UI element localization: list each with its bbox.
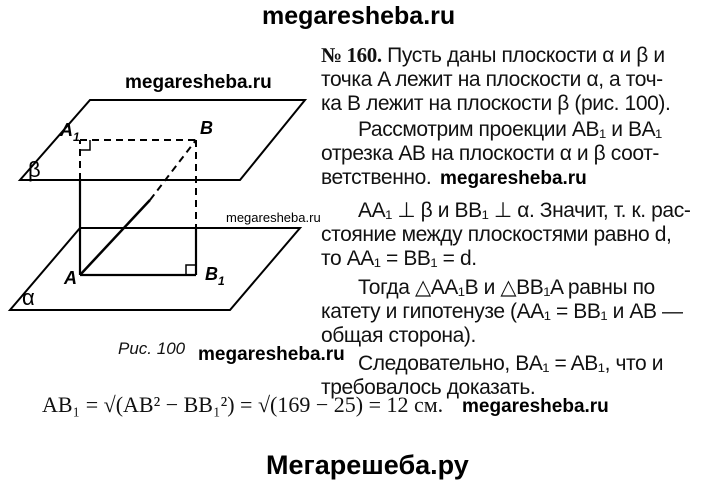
p3-line2: стояние между плоскостями равно d, (321, 223, 672, 246)
formula: AB₁ = √(AB² − BB₁²) = √(169 − 25) = 12 см. (42, 392, 444, 417)
plane-beta (20, 100, 305, 180)
watermark-footer: Мегарешеба.ру (266, 450, 469, 480)
p2-line3: ветственно. (321, 166, 432, 189)
figure-caption: Рис. 100 (118, 339, 186, 358)
watermark-figure: megaresheba.ru (125, 72, 272, 93)
p1-line1: Пусть даны плоскости α и β и (381, 44, 665, 67)
right-angle-B1 (186, 265, 196, 275)
paragraph-2 (321, 142, 659, 190)
p3-line3: то AA₁ = BB₁ = d. (321, 247, 477, 270)
label-A1: $A_1$ (60, 120, 80, 144)
label-A: A (64, 268, 77, 288)
label-alpha: α (22, 285, 35, 310)
watermark-caption: megaresheba.ru (198, 344, 345, 365)
p5-line1: Следовательно, BA₁ = AB₁, что и (358, 352, 664, 375)
p4-line2: катету и гипотенузе (AA₁ = BB₁ и AB — (321, 300, 683, 323)
geometry-figure (0, 0, 320, 340)
p1-line2: точка A лежит на плоскости α, а точ- (321, 68, 663, 91)
p2-line2: отрезка AB на плоскости α и β соот- (321, 142, 660, 165)
label-B1: $B_1$ (205, 264, 225, 288)
watermark-middle: megaresheba.ru (440, 168, 587, 189)
segment-AB-hidden (150, 140, 196, 200)
watermark-bottom: megaresheba.ru (462, 396, 609, 417)
p4-line1: Тогда △AA₁B и △BB₁A равны по (358, 276, 655, 299)
segment-AB (80, 200, 150, 275)
watermark-small: megaresheba.ru (226, 210, 321, 225)
p2-line1: Рассмотрим проекции AB₁ и BA₁ (358, 118, 662, 141)
paragraph-1 (321, 43, 670, 116)
p1-line3: ка B лежит на плоскости β (рис. 100). (321, 92, 671, 115)
problem-number: № 160. (321, 43, 382, 67)
p4-line3: общая сторона). (321, 324, 476, 347)
p3-line1: AA₁ ⊥ β и BB₁ ⊥ α. Значит, т. к. рас- (358, 199, 691, 222)
label-beta: β (28, 157, 41, 182)
plane-alpha (10, 228, 300, 310)
right-angle-A1 (80, 140, 90, 150)
p5-line2: требовалось доказать. (321, 376, 536, 399)
label-B: B (200, 118, 213, 138)
watermark-top: megaresheba.ru (262, 2, 456, 30)
